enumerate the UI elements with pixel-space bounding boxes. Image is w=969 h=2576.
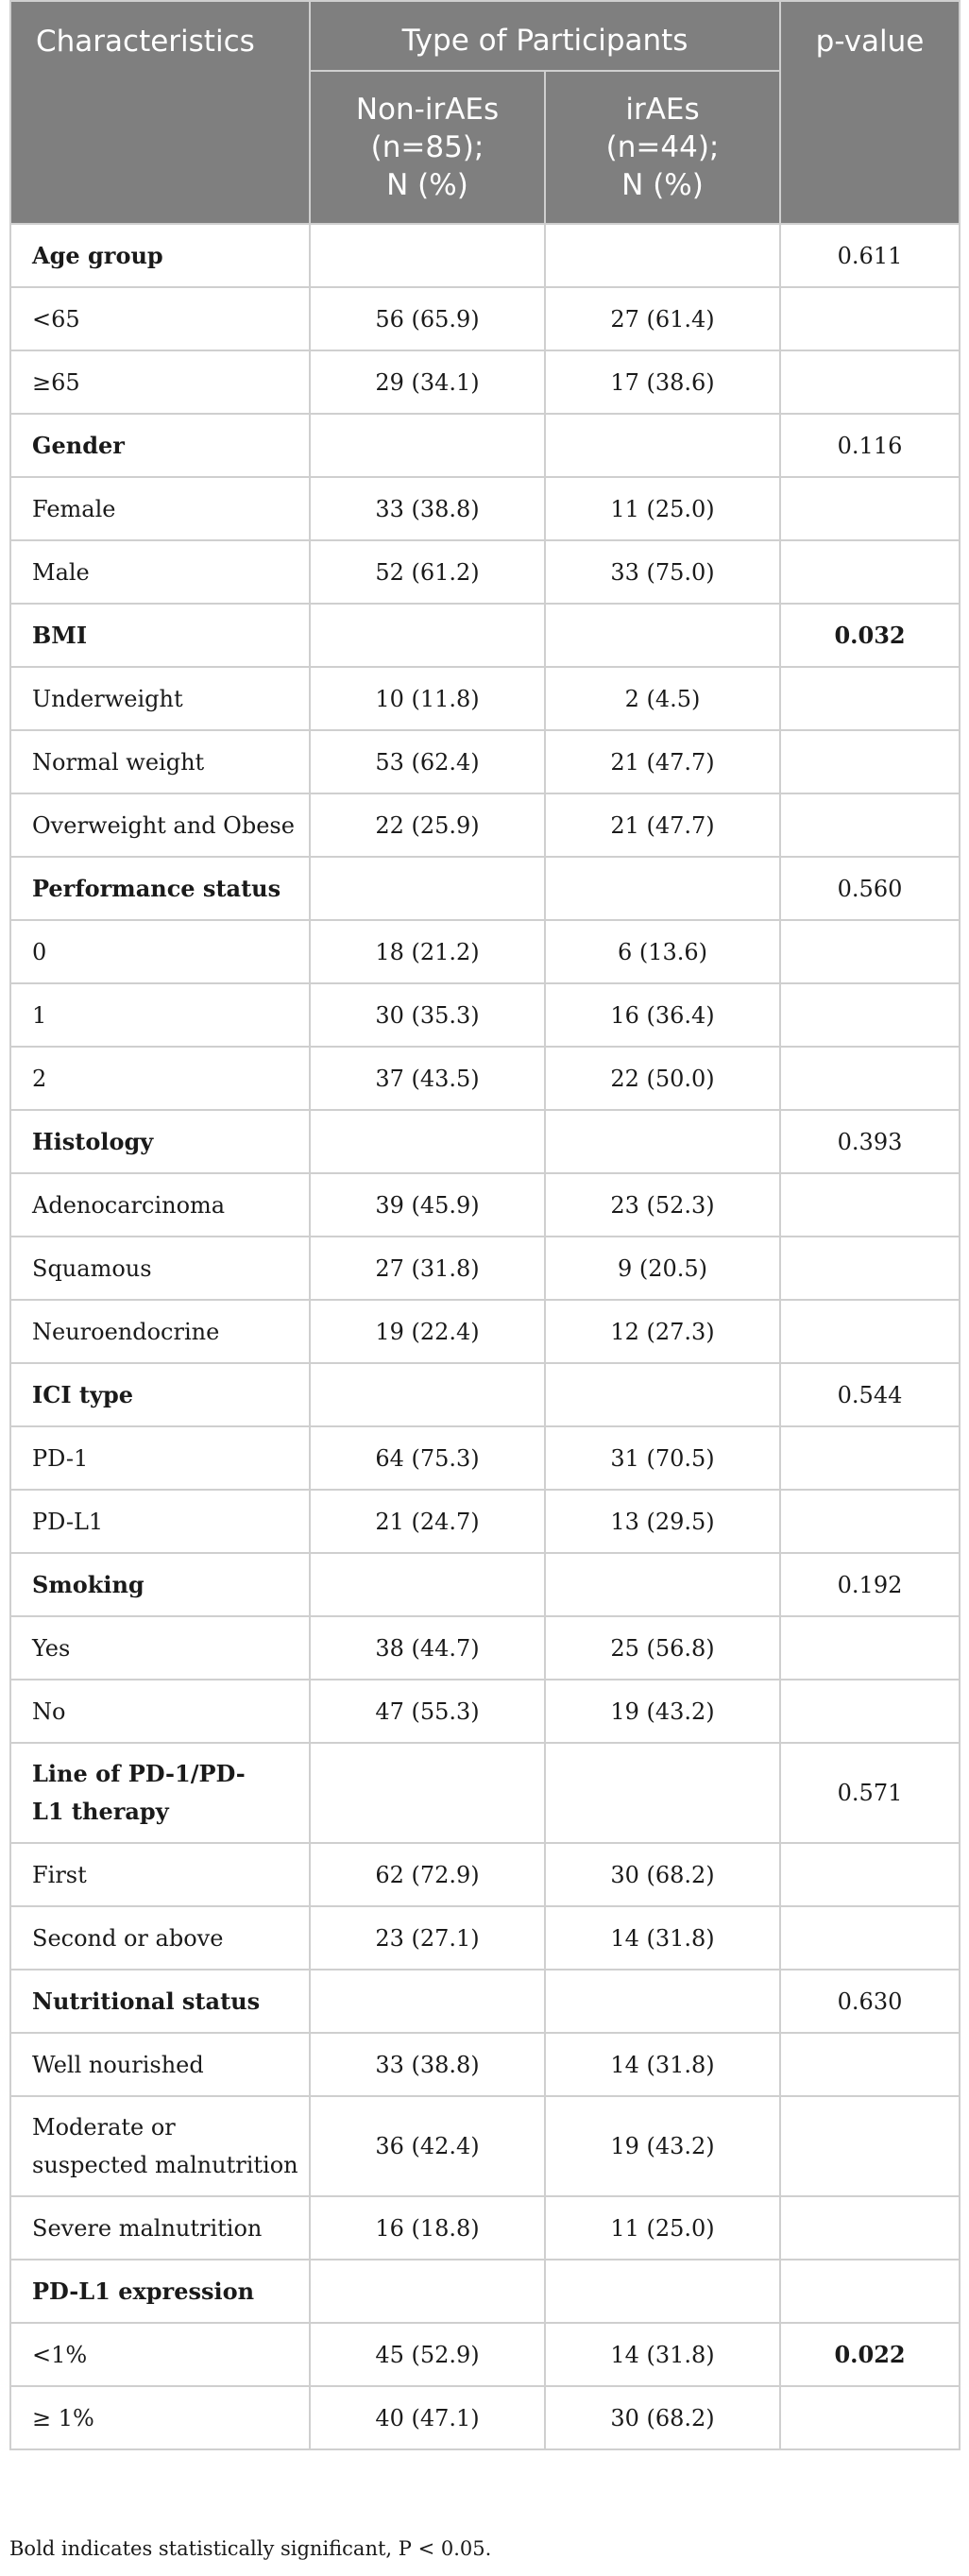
non-irae-value: 37 (43.5) xyxy=(310,1047,545,1110)
table-row xyxy=(10,350,960,414)
irae-value xyxy=(545,857,780,920)
p-value: 0.192 xyxy=(780,1553,960,1616)
table-row xyxy=(10,793,960,857)
p-value xyxy=(780,1426,960,1490)
table-row xyxy=(10,2096,960,2196)
p-value: 0.571 xyxy=(780,1743,960,1843)
row-label: ICI type xyxy=(10,1363,310,1426)
non-irae-value: 23 (27.1) xyxy=(310,1906,545,1970)
irae-value: 12 (27.3) xyxy=(545,1300,780,1363)
table-row-histology xyxy=(10,1110,960,1173)
p-value xyxy=(780,983,960,1047)
p-value: 0.630 xyxy=(780,1970,960,2033)
non-irae-value: 40 (47.1) xyxy=(310,2386,545,2449)
non-irae-value xyxy=(310,224,545,287)
p-value xyxy=(780,1616,960,1680)
table-row xyxy=(10,2323,960,2386)
header-irae-line1: irAEs xyxy=(625,93,700,127)
p-value xyxy=(780,2096,960,2196)
table-row xyxy=(10,2386,960,2449)
row-label: Neuroendocrine xyxy=(10,1300,310,1363)
table-row xyxy=(10,1843,960,1906)
p-value xyxy=(780,1906,960,1970)
row-label: Yes xyxy=(10,1616,310,1680)
non-irae-value: 45 (52.9) xyxy=(310,2323,545,2386)
non-irae-value xyxy=(310,1363,545,1426)
row-label: Male xyxy=(10,540,310,604)
table-row xyxy=(10,287,960,350)
table-row xyxy=(10,1047,960,1110)
table-header xyxy=(10,1,960,224)
characteristics-table-wrap xyxy=(9,0,959,2450)
row-label: Adenocarcinoma xyxy=(10,1173,310,1237)
p-value xyxy=(780,540,960,604)
p-value: 0.116 xyxy=(780,414,960,477)
non-irae-value: 36 (42.4) xyxy=(310,2096,545,2196)
non-irae-value: 56 (65.9) xyxy=(310,287,545,350)
header-irae-line3: N (%) xyxy=(621,168,704,202)
header-non-irae-line3: N (%) xyxy=(386,168,468,202)
non-irae-value xyxy=(310,1553,545,1616)
irae-value: 17 (38.6) xyxy=(545,350,780,414)
p-value xyxy=(780,287,960,350)
non-irae-value: 29 (34.1) xyxy=(310,350,545,414)
irae-value: 30 (68.2) xyxy=(545,1843,780,1906)
row-label: Second or above xyxy=(10,1906,310,1970)
row-label: Female xyxy=(10,477,310,540)
table-row xyxy=(10,730,960,793)
irae-value xyxy=(545,224,780,287)
non-irae-value xyxy=(310,1970,545,2033)
table-row xyxy=(10,1300,960,1363)
header-non-irae-line1: Non-irAEs xyxy=(355,93,500,127)
row-label-line1: Line of PD-1/PD- xyxy=(32,1760,246,1787)
irae-value: 23 (52.3) xyxy=(545,1173,780,1237)
header-characteristics: Characteristics xyxy=(10,1,310,224)
header-p-value: p-value xyxy=(780,1,960,224)
non-irae-value: 39 (45.9) xyxy=(310,1173,545,1237)
p-value xyxy=(780,1047,960,1110)
p-value-significant: 0.032 xyxy=(780,604,960,667)
row-label: Overweight and Obese xyxy=(10,793,310,857)
table-row xyxy=(10,1906,960,1970)
table-row xyxy=(10,667,960,730)
row-label: <65 xyxy=(10,287,310,350)
table-row xyxy=(10,2033,960,2096)
non-irae-value xyxy=(310,857,545,920)
row-label: Performance status xyxy=(10,857,310,920)
row-label: ≥ 1% xyxy=(10,2386,310,2449)
row-label-line2: L1 therapy xyxy=(32,1798,169,1825)
non-irae-value: 16 (18.8) xyxy=(310,2196,545,2260)
row-label: Nutritional status xyxy=(10,1970,310,2033)
irae-value: 19 (43.2) xyxy=(545,1680,780,1743)
p-value xyxy=(780,350,960,414)
irae-value xyxy=(545,2260,780,2323)
row-label: BMI xyxy=(10,604,310,667)
non-irae-value: 62 (72.9) xyxy=(310,1843,545,1906)
table-row-pd-l1-expression xyxy=(10,2260,960,2323)
p-value xyxy=(780,477,960,540)
table-footnote: Bold indicates statistically significant, P < 0.05. xyxy=(9,2537,492,2560)
header-non-irae xyxy=(310,71,545,224)
row-label: Smoking xyxy=(10,1553,310,1616)
irae-value: 14 (31.8) xyxy=(545,1906,780,1970)
table-row xyxy=(10,540,960,604)
row-label xyxy=(10,1743,310,1843)
p-value xyxy=(780,1843,960,1906)
p-value xyxy=(780,1680,960,1743)
table-row-bmi xyxy=(10,604,960,667)
irae-value: 27 (61.4) xyxy=(545,287,780,350)
table-row xyxy=(10,1237,960,1300)
irae-value: 11 (25.0) xyxy=(545,477,780,540)
table-row xyxy=(10,1680,960,1743)
p-value xyxy=(780,2196,960,2260)
irae-value: 21 (47.7) xyxy=(545,793,780,857)
table-row xyxy=(10,1426,960,1490)
p-value xyxy=(780,793,960,857)
irae-value: 11 (25.0) xyxy=(545,2196,780,2260)
non-irae-value xyxy=(310,414,545,477)
p-value xyxy=(780,2386,960,2449)
irae-value xyxy=(545,1553,780,1616)
table-row xyxy=(10,920,960,983)
p-value xyxy=(780,1490,960,1553)
row-label-line2: suspected malnutrition xyxy=(32,2152,298,2178)
non-irae-value: 22 (25.9) xyxy=(310,793,545,857)
table-row-nutritional-status xyxy=(10,1970,960,2033)
non-irae-value: 33 (38.8) xyxy=(310,2033,545,2096)
row-label: Histology xyxy=(10,1110,310,1173)
irae-value: 13 (29.5) xyxy=(545,1490,780,1553)
irae-value xyxy=(545,414,780,477)
row-label: PD-L1 expression xyxy=(10,2260,310,2323)
table-row-gender xyxy=(10,414,960,477)
non-irae-value xyxy=(310,2260,545,2323)
row-label: 2 xyxy=(10,1047,310,1110)
table-row xyxy=(10,1616,960,1680)
irae-value: 33 (75.0) xyxy=(545,540,780,604)
non-irae-value xyxy=(310,1110,545,1173)
irae-value xyxy=(545,604,780,667)
table-row-performance-status xyxy=(10,857,960,920)
p-value xyxy=(780,2260,960,2323)
non-irae-value xyxy=(310,1743,545,1843)
non-irae-value: 33 (38.8) xyxy=(310,477,545,540)
row-label: Normal weight xyxy=(10,730,310,793)
row-label: No xyxy=(10,1680,310,1743)
non-irae-value: 47 (55.3) xyxy=(310,1680,545,1743)
table-row-line-of-therapy xyxy=(10,1743,960,1843)
irae-value: 9 (20.5) xyxy=(545,1237,780,1300)
header-non-irae-line2: (n=85); xyxy=(370,130,484,164)
p-value xyxy=(780,667,960,730)
irae-value: 31 (70.5) xyxy=(545,1426,780,1490)
row-label: First xyxy=(10,1843,310,1906)
p-value xyxy=(780,1300,960,1363)
table-row-age-group xyxy=(10,224,960,287)
irae-value xyxy=(545,1363,780,1426)
row-label: <1% xyxy=(10,2323,310,2386)
p-value xyxy=(780,730,960,793)
row-label: ≥65 xyxy=(10,350,310,414)
non-irae-value: 64 (75.3) xyxy=(310,1426,545,1490)
table-row xyxy=(10,1173,960,1237)
irae-value: 21 (47.7) xyxy=(545,730,780,793)
irae-value: 14 (31.8) xyxy=(545,2033,780,2096)
table-row-ici-type xyxy=(10,1363,960,1426)
header-irae xyxy=(545,71,780,224)
row-label xyxy=(10,2096,310,2196)
header-type-of-participants: Type of Participants xyxy=(310,1,780,71)
row-label: PD-L1 xyxy=(10,1490,310,1553)
row-label: Squamous xyxy=(10,1237,310,1300)
irae-value: 30 (68.2) xyxy=(545,2386,780,2449)
p-value: 0.560 xyxy=(780,857,960,920)
characteristics-table xyxy=(9,0,960,2450)
irae-value xyxy=(545,1743,780,1843)
irae-value: 2 (4.5) xyxy=(545,667,780,730)
p-value xyxy=(780,1173,960,1237)
non-irae-value: 52 (61.2) xyxy=(310,540,545,604)
irae-value: 25 (56.8) xyxy=(545,1616,780,1680)
irae-value xyxy=(545,1110,780,1173)
non-irae-value: 53 (62.4) xyxy=(310,730,545,793)
row-label: 0 xyxy=(10,920,310,983)
non-irae-value: 21 (24.7) xyxy=(310,1490,545,1553)
row-label-line1: Moderate or xyxy=(32,2114,176,2141)
p-value xyxy=(780,1237,960,1300)
p-value xyxy=(780,920,960,983)
table-row-smoking xyxy=(10,1553,960,1616)
header-irae-line2: (n=44); xyxy=(605,130,720,164)
non-irae-value: 30 (35.3) xyxy=(310,983,545,1047)
row-label: PD-1 xyxy=(10,1426,310,1490)
row-label: Underweight xyxy=(10,667,310,730)
p-value: 0.544 xyxy=(780,1363,960,1426)
table-row xyxy=(10,1490,960,1553)
irae-value: 22 (50.0) xyxy=(545,1047,780,1110)
table-row xyxy=(10,983,960,1047)
p-value: 0.393 xyxy=(780,1110,960,1173)
table-body xyxy=(10,224,960,2449)
row-label: Age group xyxy=(10,224,310,287)
non-irae-value: 18 (21.2) xyxy=(310,920,545,983)
row-label: 1 xyxy=(10,983,310,1047)
non-irae-value: 19 (22.4) xyxy=(310,1300,545,1363)
non-irae-value xyxy=(310,604,545,667)
row-label: Gender xyxy=(10,414,310,477)
table-row xyxy=(10,477,960,540)
irae-value: 19 (43.2) xyxy=(545,2096,780,2196)
table-row xyxy=(10,2196,960,2260)
non-irae-value: 10 (11.8) xyxy=(310,667,545,730)
non-irae-value: 27 (31.8) xyxy=(310,1237,545,1300)
irae-value: 16 (36.4) xyxy=(545,983,780,1047)
irae-value xyxy=(545,1970,780,2033)
p-value xyxy=(780,2033,960,2096)
p-value-significant: 0.022 xyxy=(780,2323,960,2386)
row-label: Well nourished xyxy=(10,2033,310,2096)
p-value: 0.611 xyxy=(780,224,960,287)
irae-value: 14 (31.8) xyxy=(545,2323,780,2386)
non-irae-value: 38 (44.7) xyxy=(310,1616,545,1680)
irae-value: 6 (13.6) xyxy=(545,920,780,983)
row-label: Severe malnutrition xyxy=(10,2196,310,2260)
